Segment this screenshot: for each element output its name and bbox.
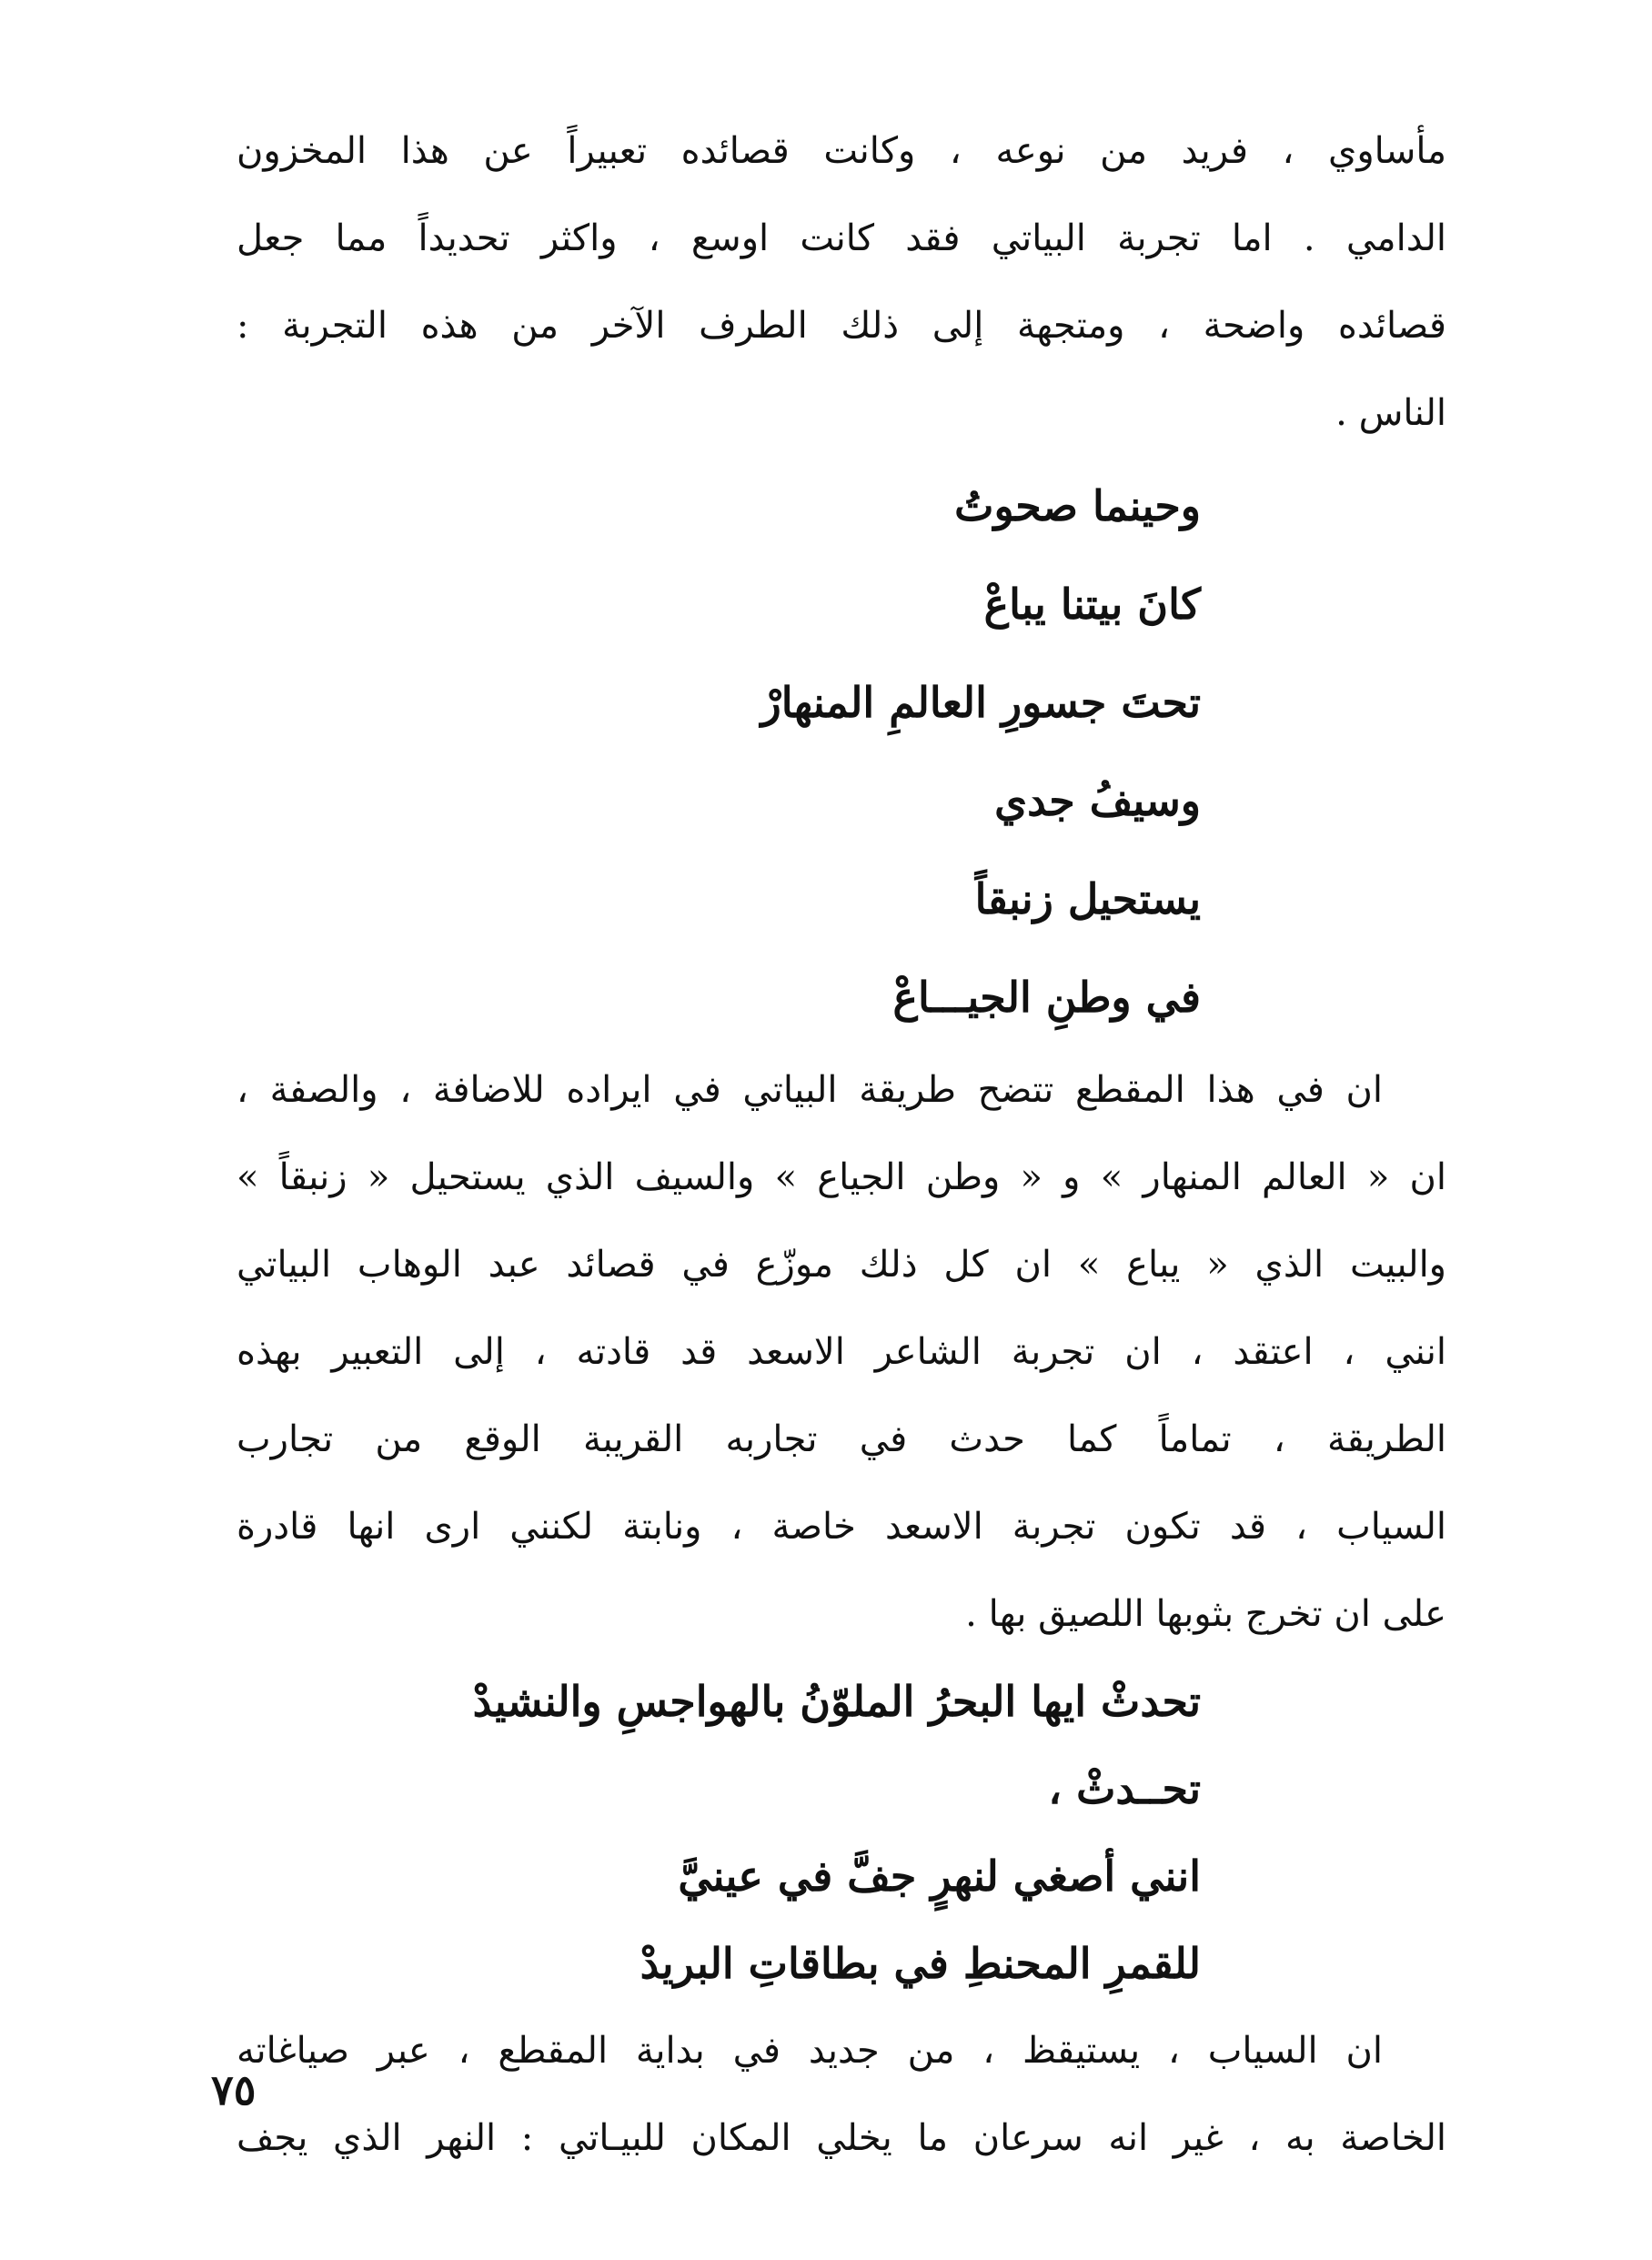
paragraph-line: على ان تخرج بثوبها اللصيق بها . — [965, 1593, 1446, 1635]
verse-line: انني أصغي لنهرٍ جفَّ في عينيَّ — [678, 1851, 1201, 1901]
verse-line: تحــدثْ ، — [1048, 1764, 1201, 1813]
verse-line: كانَ بيتنا يباعْ — [983, 580, 1201, 629]
text-column — [237, 107, 1446, 2182]
verse-line: تحتَ جسورِ العالمِ المنهارْ — [761, 678, 1201, 727]
page-number: ٧٥ — [211, 2065, 257, 2114]
paragraph-line: الخاصة به ، غير انه سرعان ما يخلي المكان للبيـاتي : النهر الذي يجف — [237, 2117, 1446, 2159]
paragraph-line: السياب ، قد تكون تجربة الاسعد خاصة ، ونابتة لكنني ارى انها قادرة — [237, 1506, 1446, 1548]
paragraph-3 — [237, 2007, 1446, 2182]
paragraph-line: الطريقة ، تماماً كما حدث في تجاربه القريبة الوقع من تجارب — [237, 1418, 1446, 1460]
poem-excerpt-2 — [237, 1658, 1446, 2007]
verse-line: تحدثْ ايها البحرُ الملوّنُ بالهواجسِ والنشيدْ — [472, 1677, 1201, 1726]
paragraph-line: الناس . — [1335, 392, 1446, 434]
verse-line: في وطنِ الجيـــاعْ — [892, 973, 1201, 1022]
poem-excerpt-1 — [237, 457, 1446, 1046]
paragraph-line: الدامي . اما تجربة البياتي فقد كانت اوسع ، واكثر تحديداً مما جعل — [237, 217, 1446, 259]
paragraph-line: ان السياب ، يستيقظ ، من جديد في بداية المقطع ، عبر صياغاته — [237, 2030, 1383, 2072]
paragraph-2 — [237, 1046, 1446, 1658]
paragraph-line: مأساوي ، فريد من نوعه ، وكانت قصائده تعبيراً عن هذا المخزون — [237, 130, 1446, 172]
paragraph-line: ان في هذا المقطع تتضح طريقة البياتي في ايراده للاضافة ، والصفة ، — [237, 1069, 1383, 1111]
paragraph-line: قصائده واضحة ، ومتجهة إلى ذلك الطرف الآخر من هذه التجربة : — [237, 305, 1446, 347]
verse-line: وحينما صحوتُ — [954, 481, 1201, 530]
verse-line: وسيفُ جدي — [994, 776, 1201, 825]
verse-line: للقمرِ المحنطِ في بطاقاتِ البريدْ — [640, 1939, 1201, 1988]
paragraph-line: انني ، اعتقد ، ان تجربة الشاعر الاسعد قد قادته ، إلى التعبير بهذه — [237, 1331, 1446, 1373]
paragraph-line: والبيت الذي « يباع » ان كل ذلك موزّع في قصائد عبد الوهاب البياتي — [237, 1244, 1446, 1286]
paragraph-line: ان « العالم المنهار » و « وطن الجياع » والسيف الذي يستحيل « زنبقاً » — [237, 1156, 1446, 1198]
paragraph-1 — [237, 107, 1446, 457]
verse-line: يستحيل زنبقاً — [974, 874, 1201, 923]
